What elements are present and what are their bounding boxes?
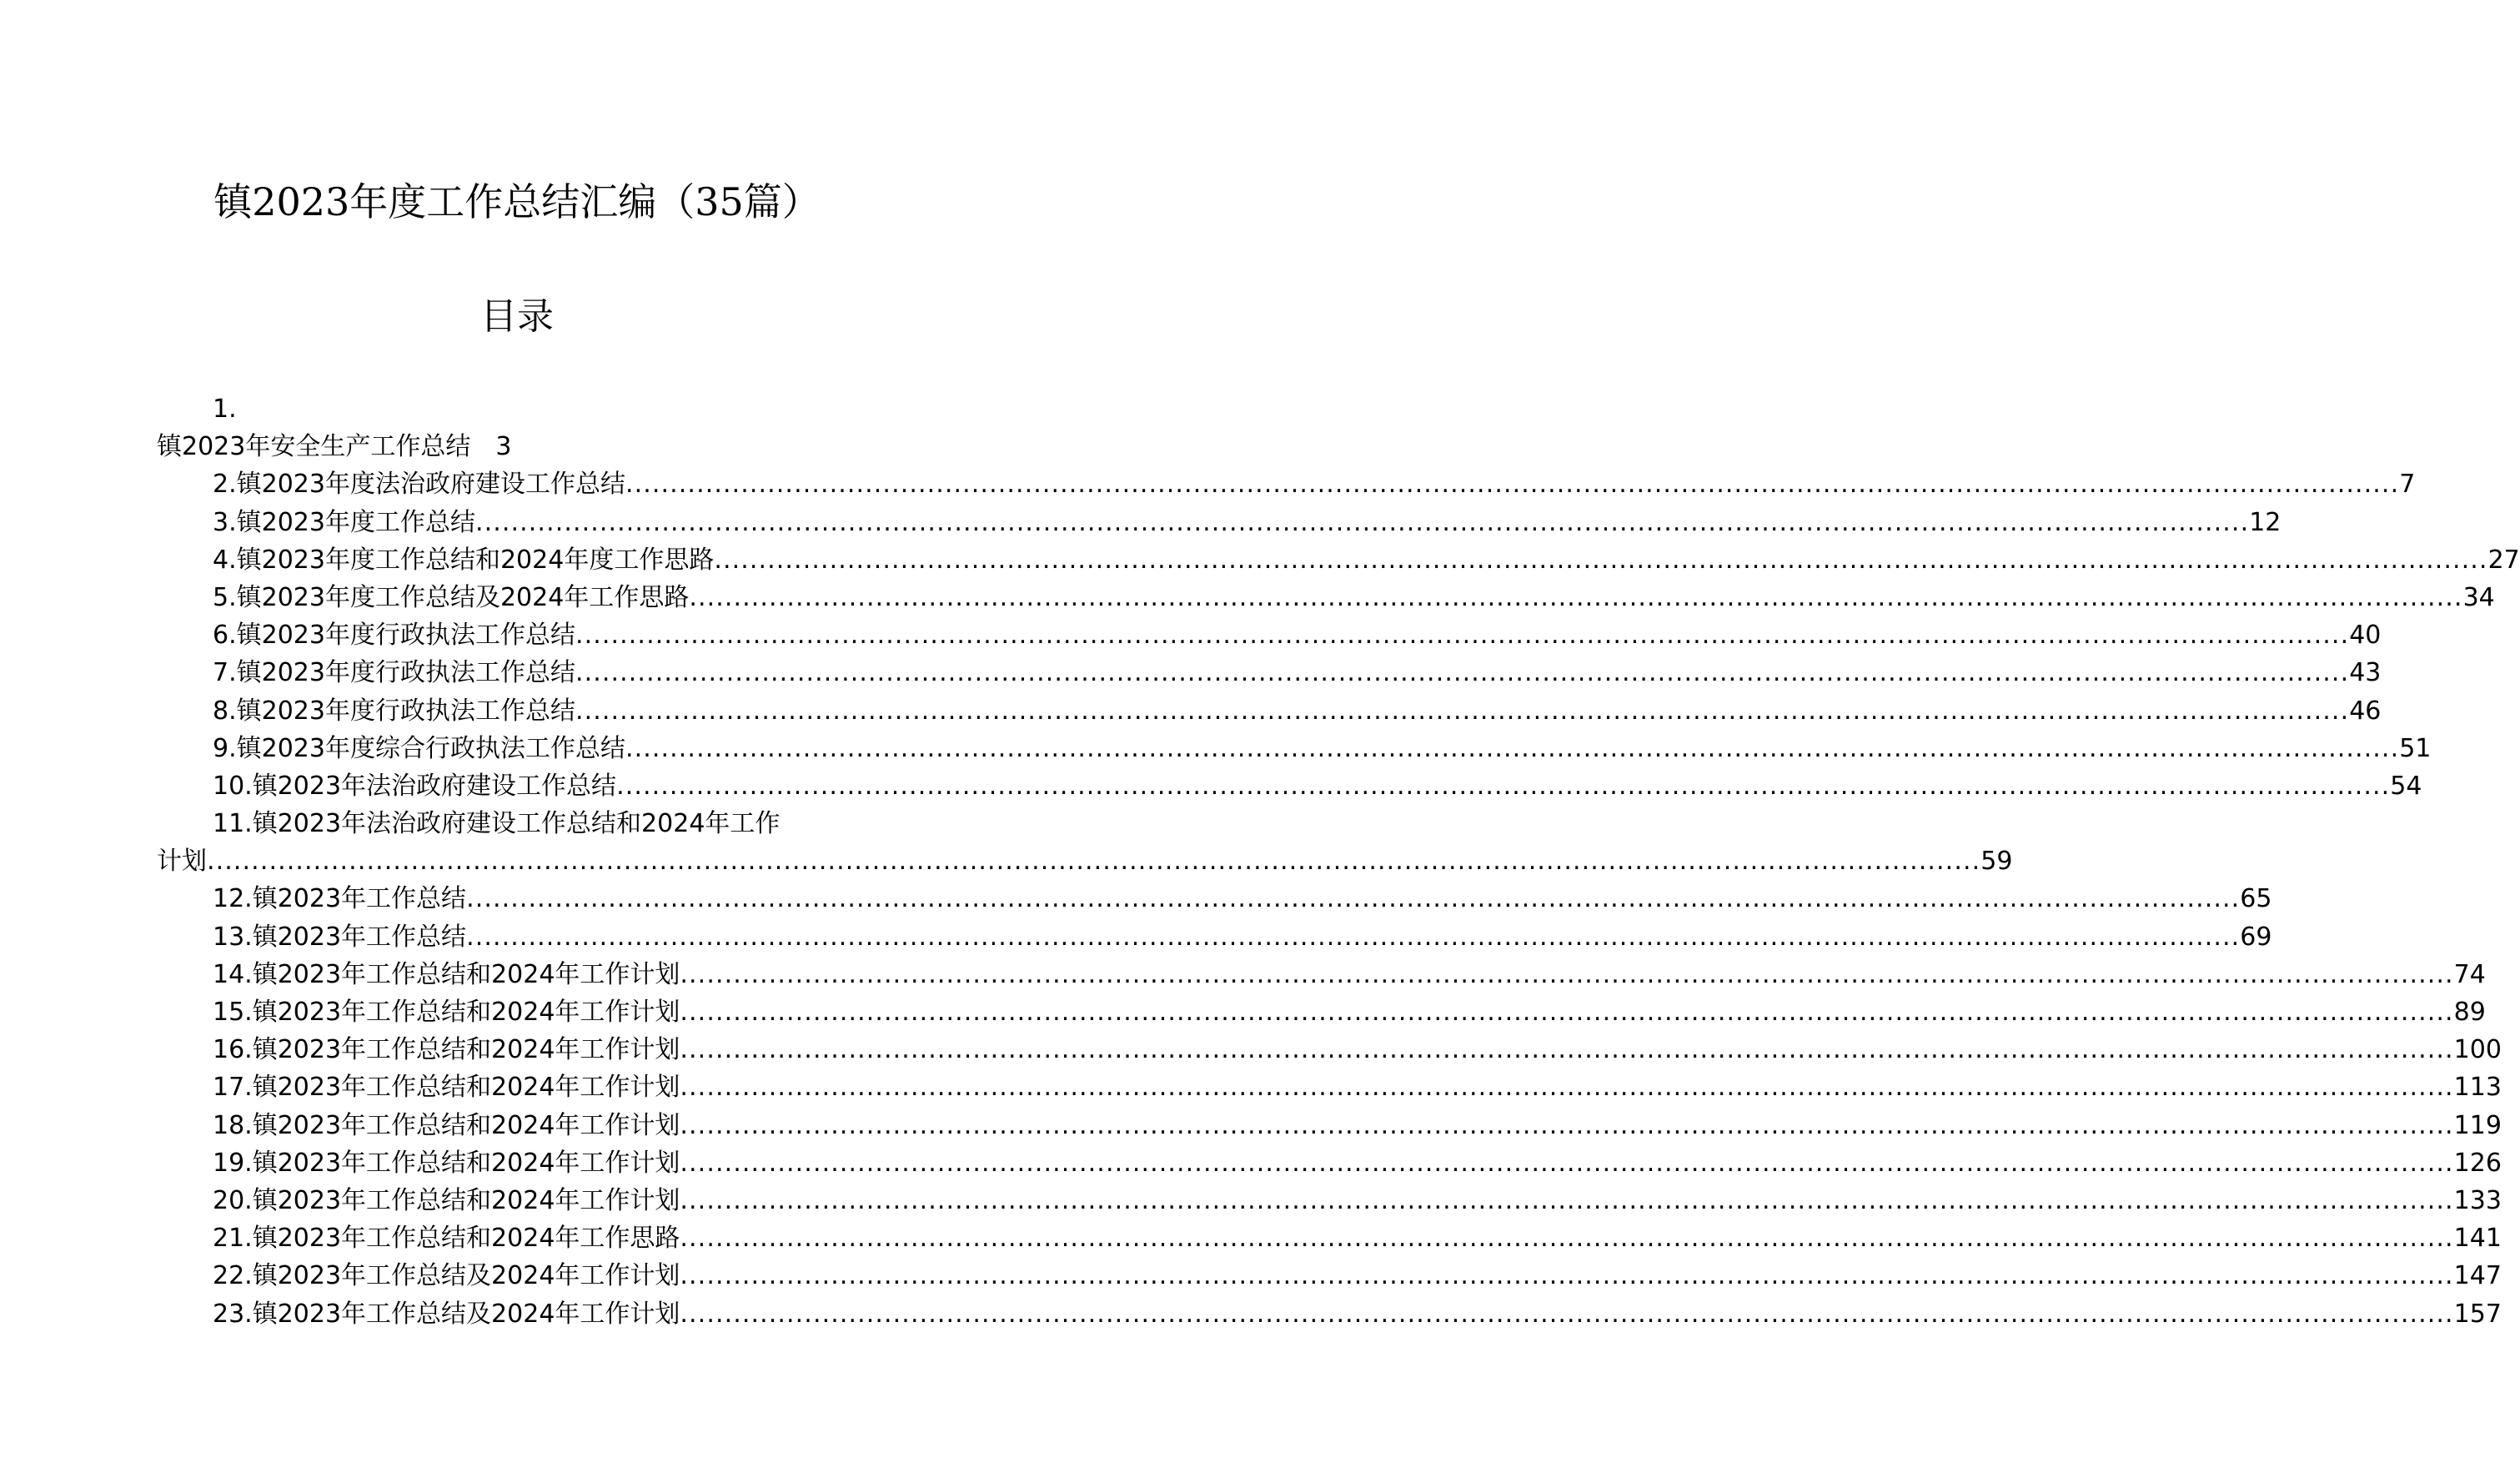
toc-entry-title: 9.镇2023年度综合行政执法工作总结 <box>213 733 625 763</box>
toc-entry-page: 59 <box>1980 847 2013 877</box>
toc-dot-leader: ........................................................................................................................................................................................................ <box>616 771 2391 801</box>
toc-entry-title-continuation: 计划 <box>157 847 207 877</box>
toc-entry-title: 7.镇2023年度行政执法工作总结 <box>213 658 575 688</box>
toc-entry-page: 119 <box>2453 1110 2502 1140</box>
toc-entry-title: 3.镇2023年度工作总结 <box>213 507 475 537</box>
toc-entry-page: 3 <box>495 432 512 462</box>
toc-entry-title: 镇2023年安全生产工作总结 <box>157 432 471 462</box>
toc-dot-leader: ........................................................................................................................................................................................................ <box>474 507 2250 537</box>
toc-dot-leader: ........................................................................................................................................................................................................ <box>680 1110 2454 1140</box>
toc-entries-group-b <box>157 880 2502 1332</box>
toc-entry-number: 1. <box>213 395 237 424</box>
toc-dot-leader: ........................................................................................................................................................................................................ <box>625 470 2400 500</box>
toc-entry-11-continuation[interactable] <box>157 842 2013 880</box>
toc-entry-title: 19.镇2023年工作总结和2024年工作计划 <box>213 1148 680 1178</box>
toc-dot-leader: ........................................................................................................................................................................................................ <box>680 1073 2454 1103</box>
toc-entry-title: 14.镇2023年工作总结和2024年工作计划 <box>213 959 680 989</box>
toc-entry-title: 17.镇2023年工作总结和2024年工作计划 <box>213 1073 680 1103</box>
toc-entry-page: 46 <box>2349 696 2382 726</box>
toc-entry[interactable] <box>157 541 2520 579</box>
toc-entry-page: 51 <box>2399 733 2432 763</box>
toc-dot-leader: ........................................................................................................................................................................................................ <box>680 1224 2454 1254</box>
toc-entry[interactable] <box>157 880 2272 918</box>
toc-entry-page: 141 <box>2453 1224 2502 1254</box>
toc-entries-group-a <box>157 465 2520 805</box>
toc-entry-title: 13.镇2023年工作总结 <box>213 922 467 952</box>
toc-dot-leader: ........................................................................................................................................................................................................ <box>466 922 2241 952</box>
toc-entry-page: 40 <box>2349 621 2382 651</box>
toc-entry-page: 43 <box>2349 658 2382 688</box>
toc-dot-leader: ........................................................................................................................................................................................................ <box>714 545 2488 575</box>
toc-entry[interactable] <box>157 579 2495 616</box>
toc-entry-title: 11.镇2023年法治政府建设工作总结和2024年工作 <box>213 809 781 839</box>
toc-entry-page: 100 <box>2453 1035 2502 1065</box>
toc-entry-title: 18.镇2023年工作总结和2024年工作计划 <box>213 1110 680 1140</box>
toc-entry[interactable] <box>157 692 2382 730</box>
toc-entry[interactable] <box>157 1107 2502 1144</box>
toc-entry-title: 22.镇2023年工作总结及2024年工作计划 <box>213 1261 680 1291</box>
toc-entry-1[interactable] <box>157 428 874 465</box>
toc-entry-page: 27 <box>2487 545 2520 575</box>
toc-entry[interactable] <box>157 654 2382 691</box>
toc-entry[interactable] <box>157 767 2422 805</box>
toc-entry-title: 2.镇2023年度法治政府建设工作总结 <box>213 470 625 500</box>
table-of-contents <box>157 390 2520 1333</box>
toc-entry-page: 7 <box>2399 470 2416 500</box>
toc-entry-title: 20.镇2023年工作总结和2024年工作计划 <box>213 1185 680 1215</box>
toc-entry-number-line <box>157 390 874 428</box>
toc-entry-11[interactable] <box>157 805 874 842</box>
toc-entry[interactable] <box>157 993 2486 1031</box>
toc-entry[interactable] <box>157 1144 2502 1182</box>
toc-entry[interactable] <box>157 1295 2502 1333</box>
toc-entry[interactable] <box>157 1031 2502 1068</box>
toc-dot-leader: ........................................................................................................................................................................................................ <box>575 621 2350 651</box>
toc-dot-leader: ........................................................................................................................................................................................................ <box>575 658 2350 688</box>
toc-entry-page: 12 <box>2249 507 2282 537</box>
toc-entry-page: 65 <box>2240 884 2272 914</box>
toc-dot-leader: ........................................................................................................................................................................................................ <box>575 696 2350 726</box>
toc-entry-page: 126 <box>2453 1148 2502 1178</box>
toc-entry-page: 74 <box>2453 959 2486 989</box>
toc-entry[interactable] <box>157 1182 2502 1219</box>
toc-dot-leader: ........................................................................................................................................................................................................ <box>680 1299 2454 1329</box>
toc-entry-title: 10.镇2023年法治政府建设工作总结 <box>213 771 617 801</box>
toc-dot-leader: ........................................................................................................................................................................................................ <box>680 959 2454 989</box>
toc-entry-page: 69 <box>2240 922 2272 952</box>
toc-entry-title: 8.镇2023年度行政执法工作总结 <box>213 696 575 726</box>
toc-dot-leader: ........................................................................................................................................................................................................ <box>207 847 1981 877</box>
toc-dot-leader: ........................................................................................................................................................................................................ <box>466 884 2241 914</box>
toc-entry-title: 5.镇2023年度工作总结及2024年工作思路 <box>213 582 690 612</box>
toc-entry-page: 133 <box>2453 1185 2502 1215</box>
toc-entry[interactable] <box>157 918 2272 956</box>
toc-entry-page: 89 <box>2453 998 2486 1027</box>
toc-entry-page: 157 <box>2453 1299 2502 1329</box>
toc-entry[interactable] <box>157 465 2416 503</box>
toc-dot-leader: ........................................................................................................................................................................................................ <box>680 1185 2454 1215</box>
document-title: 镇2023年度工作总结汇编（35篇） <box>213 179 821 224</box>
toc-entry-title: 12.镇2023年工作总结 <box>213 884 467 914</box>
toc-entry-title: 16.镇2023年工作总结和2024年工作计划 <box>213 1035 680 1065</box>
toc-entry-title: 4.镇2023年度工作总结和2024年度工作思路 <box>213 545 715 575</box>
toc-entry[interactable] <box>157 504 2282 541</box>
toc-entry-page: 147 <box>2453 1261 2502 1291</box>
toc-entry-title: 21.镇2023年工作总结和2024年工作思路 <box>213 1224 680 1254</box>
toc-entry-title: 6.镇2023年度行政执法工作总结 <box>213 621 575 651</box>
toc-entry[interactable] <box>157 1257 2502 1295</box>
toc-heading: 目录 <box>480 295 554 338</box>
toc-dot-leader: ........................................................................................................................................................................................................ <box>680 998 2454 1027</box>
toc-entry[interactable] <box>157 1219 2502 1257</box>
toc-entry-page: 34 <box>2462 582 2495 612</box>
toc-entry-title: 15.镇2023年工作总结和2024年工作计划 <box>213 998 680 1027</box>
toc-entry-page: 54 <box>2390 771 2422 801</box>
toc-dot-leader: ........................................................................................................................................................................................................ <box>680 1148 2454 1178</box>
toc-entry-title: 23.镇2023年工作总结及2024年工作计划 <box>213 1299 680 1329</box>
toc-entry[interactable] <box>157 730 2432 767</box>
toc-entry[interactable] <box>157 1068 2502 1106</box>
toc-dot-leader: ........................................................................................................................................................................................................ <box>689 582 2463 612</box>
toc-entry[interactable] <box>157 956 2486 993</box>
toc-entry-page: 113 <box>2453 1073 2502 1103</box>
toc-entry[interactable] <box>157 616 2382 654</box>
toc-dot-leader: ........................................................................................................................................................................................................ <box>680 1035 2454 1065</box>
toc-dot-leader: ........................................................................................................................................................................................................ <box>625 733 2400 763</box>
toc-dot-leader: ........................................................................................................................................................................................................ <box>680 1261 2454 1291</box>
